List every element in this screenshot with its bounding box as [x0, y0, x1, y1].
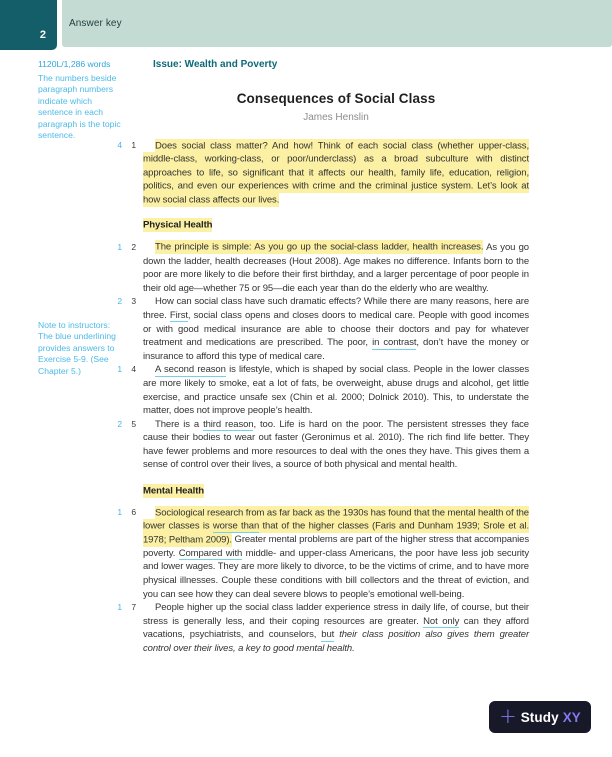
page-number-box	[0, 0, 57, 50]
topic-sentence-number: 1	[117, 241, 122, 252]
paragraph-number: 3	[131, 296, 136, 307]
text-segment: can they afford vacations, psychiatrists, and counselors,	[143, 615, 529, 641]
paragraph	[117, 418, 529, 472]
paragraph-number: 7	[131, 602, 136, 613]
text-segment: Compared with	[178, 547, 243, 559]
text-segment: People higher up the social class ladder experience stress in daily life, of course, but their stress is generally less, and their coping resources are greater.	[143, 602, 529, 627]
topic-sentence-number: 4	[117, 140, 122, 150]
text-segment: but	[321, 629, 335, 641]
topic-sentence-number: 2	[117, 296, 122, 307]
plus-icon: +	[499, 703, 517, 728]
section-heading-text: Physical Health	[143, 219, 213, 231]
topic-sentence-number: 2	[117, 418, 122, 429]
article-body	[117, 139, 530, 656]
paragraph-number: 4	[131, 364, 136, 375]
paragraph-number: 2	[131, 241, 136, 252]
text-segment: the 1930s has found that the mental health of the lower classes is	[143, 507, 529, 532]
margin-note-instructors: Note to instructors: The blue underlining provides answers to Exercise 5-9. (See Chapter 5.)	[38, 320, 116, 376]
paragraph-number: 5	[131, 418, 136, 429]
paragraph-number: 6	[131, 507, 136, 518]
paragraph	[117, 241, 529, 295]
paragraph	[117, 363, 529, 417]
text-segment: as far back as	[266, 507, 325, 519]
logo-text-xy: XY	[562, 709, 581, 725]
text-segment: Not only	[423, 615, 460, 627]
text-segment: middle- and upper-class Americans, the poor have less job security and lower wages. They are more likely to divorce, to be the victims of crime, and to have more physical illnesses. Couple these conditions with bill collectors and the threat of eviction, and you can see how they can deal severe blows to people’s emotional well-being.	[143, 547, 529, 600]
paragraph	[117, 506, 529, 601]
header-bar	[62, 0, 612, 47]
text-segment: A second reason	[155, 364, 226, 376]
topic-sentence-number: 1	[117, 364, 122, 375]
text-segment: There is a	[155, 418, 204, 430]
text-segment: Greater mental problems are part of the higher stress that accompanies poverty.	[143, 534, 529, 559]
text-segment: in contrast	[372, 337, 417, 349]
text-segment: that of the higher classes (Faris and Dunham 1939; Srole et al. 1978; Peltham 2009).	[143, 520, 529, 546]
topic-sentence-number: 1	[117, 507, 122, 518]
paragraph	[117, 601, 530, 655]
text-segment: their class position also gives them greater control over their lives, a key to good mental health.	[143, 629, 530, 654]
text-segment: Does social class matter? And how! Think of each social class (whether upper-class, middle-class, working-class, or poor/underclass) as a broad subculture with distinct approaches to life, so significant that it affects our health, family life, education, religion, politics, and even our experiences with crime and the criminal justice system. Let’s look at how social class affects our lives.	[143, 140, 529, 206]
issue-label: Issue: Wealth and Poverty	[153, 59, 278, 70]
studyxy-logo	[489, 701, 591, 733]
article-title: Consequences of Social Class	[236, 91, 436, 106]
lexile-word-count: 1120L/1,286 words	[38, 59, 111, 69]
header-label: Answer key	[69, 18, 122, 29]
text-segment: How can social class have such dramatic effects? While there are many reasons, here are three.	[143, 296, 529, 321]
margin-note-topic-sentences: The numbers beside paragraph numbers indicate which sentence in each paragraph is the topic sentence.	[38, 73, 121, 141]
text-segment: worse than	[212, 520, 260, 532]
section-heading	[143, 485, 529, 496]
paragraph	[117, 295, 529, 363]
text-segment: , don’t have the money or insurance to afford this type of medical care.	[143, 337, 529, 362]
page-number: 2	[39, 29, 46, 41]
text-segment: The principle is simple: As you go up the social-class ladder, health increases.	[155, 241, 484, 253]
section-heading	[143, 220, 529, 231]
text-segment: is lifestyle, which is shaped by social class. People in the lower classes are more likely to smoke, eat a lot of fats, be overweight, abuse drugs and alcohol, get little exercise, and practice unsafe sex (Chin et al. 2000; Dolnick 2010). This, to understate the matter, does not improve people’s health.	[143, 364, 529, 417]
text-segment: Sociological research from	[155, 507, 267, 519]
text-segment: , too. Life is hard on the poor. The persistent stresses they face cause their bodies to wear out faster (Geronimus et al. 2010). The rich find life better. They have fewer problems and more resources to deal with the ones they have. This gives them a sense of control over their lives, a source of both physical and mental health.	[143, 418, 529, 471]
text-segment: First	[169, 309, 188, 321]
text-segment: As you go down the ladder, health decreases (Hout 2008). Age makes no difference. Infants born to the poor are more likely to die before their first birthday, and a larger percentage of poor people in their old age—whether 75 or 95—die each year than do the elderly who are wealthy.	[143, 241, 529, 294]
text-segment: , social class opens and closes doors to medical care. People with good incomes or with good medical insurance are able to choose their doctors and pay for whatever treatment and medications are prescribed. The poor,	[143, 309, 529, 349]
paragraph	[117, 139, 529, 207]
topic-sentence-number: 1	[117, 602, 122, 613]
paragraph-number: 1	[131, 140, 136, 150]
logo-text-study: Study	[520, 709, 559, 725]
article-author: James Henslin	[303, 112, 369, 123]
section-heading-text: Mental Health	[143, 485, 205, 497]
article	[117, 55, 530, 656]
text-segment: third reason	[203, 418, 254, 430]
